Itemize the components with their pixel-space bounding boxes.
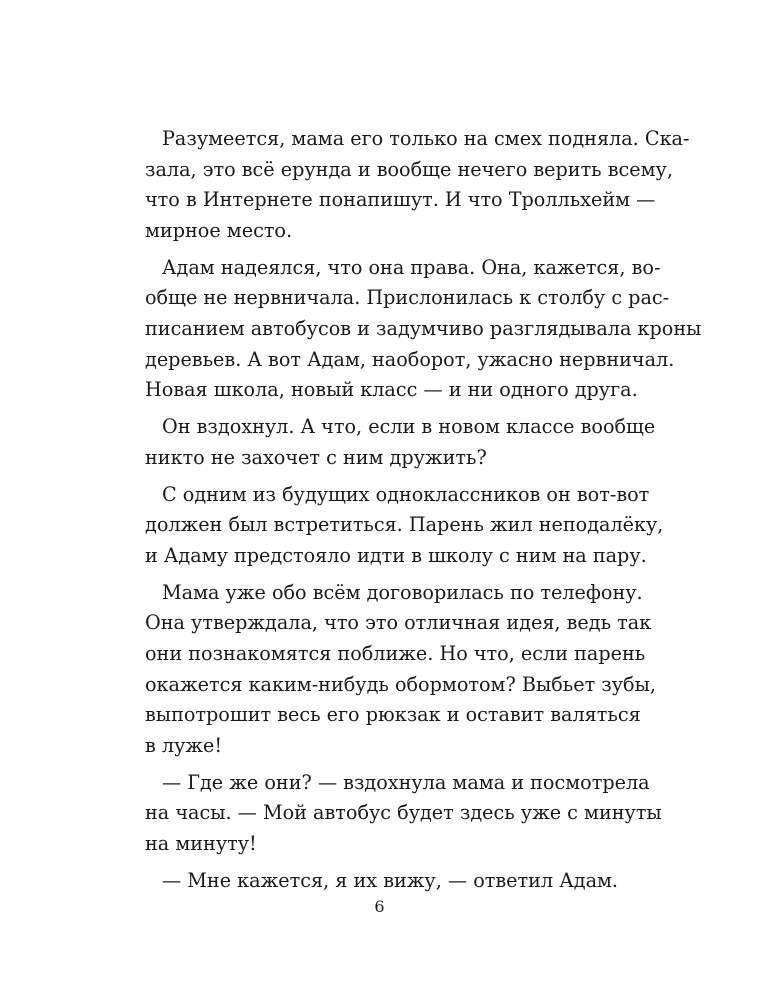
text-line: в луже! (145, 733, 223, 757)
text-line: Адам надеялся, что она права. Она, кажется, во- (162, 255, 661, 279)
text-line: Он вздохнул. А что, если в новом классе вообще (162, 415, 656, 439)
body-text (145, 124, 702, 903)
text-line: С одним из будущих одноклассников он вот-вот (162, 482, 650, 506)
text-line: должен был встретиться. Парень жил неподалёку, (145, 513, 664, 537)
text-line: — Где же они? — вздохнула мама и посмотрела (162, 770, 650, 794)
text-line: окажется каким-нибудь обормотом? Выбьет зубы, (145, 672, 656, 696)
text-line: Разумеется, мама его только на смех подняла. Ска- (162, 127, 690, 150)
paragraph (145, 253, 702, 406)
text-line: выпотрошит весь его рюкзак и оставит валяться (145, 703, 641, 727)
paragraph (145, 412, 656, 473)
text-line: никто не захочет с ним дружить? (145, 445, 487, 469)
text-line: на минуту! (145, 832, 257, 856)
text-line: писанием автобусов и задумчиво разглядывала кроны (145, 316, 702, 340)
text-line: деревьев. А вот Адам, наоборот, ужасно нервничал. (145, 347, 675, 371)
paragraph (145, 578, 656, 762)
text-line: — Мне кажется, я их вижу, — ответил Адам. (162, 869, 619, 892)
text-line: Она утверждала, что это отличная идея, ведь так (145, 611, 652, 635)
paragraph (145, 866, 625, 897)
text-line: зала, это всё ерунда и вообще нечего верить всему, (145, 157, 673, 181)
text-line: Новая школа, новый класс — и ни одного друга. (145, 378, 638, 402)
text-line: на часы. — Мой автобус будет здесь уже с минуты (145, 801, 662, 825)
text-line: обще не нервничала. Прислонилась к столбу с рас- (145, 286, 670, 310)
text-line: мирное место. (145, 218, 293, 242)
paragraph (145, 480, 664, 572)
page-number: 6 (374, 897, 385, 916)
paragraph (145, 124, 690, 246)
text-line: они познакомятся поближе. Но что, если парень (145, 642, 646, 666)
text-line: что в Интернете понапишут. И что Тролльхейм — (145, 188, 656, 212)
paragraph (145, 768, 662, 860)
text-line: Мама уже обо всём договорилась по телефону. (162, 580, 643, 604)
text-line: и Адаму предстояло идти в школу с ним на пару. (145, 543, 647, 567)
